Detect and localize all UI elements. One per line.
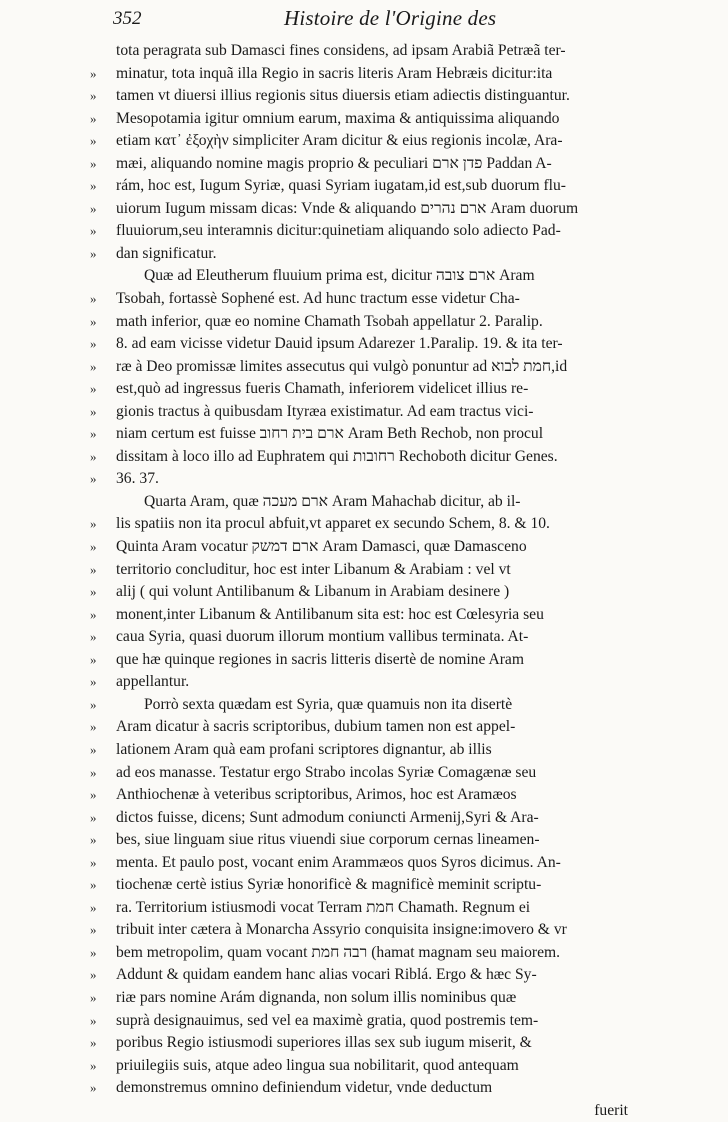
text-line bbox=[90, 626, 628, 649]
quotation-marker: » bbox=[90, 471, 97, 487]
quotation-marker: » bbox=[90, 358, 97, 374]
text-line bbox=[90, 220, 628, 243]
running-title: Histoire de l'Origine des bbox=[284, 6, 497, 30]
text-line bbox=[90, 919, 628, 942]
line-text: alij ( qui volunt Antilibanum & Libanum in Arabiam desinere ) bbox=[116, 583, 510, 601]
text-line bbox=[90, 671, 628, 694]
line-text: menta. Et paulo post, vocant enim Arammæos quos Syros dicimus. An- bbox=[116, 853, 561, 871]
quotation-marker: » bbox=[90, 944, 97, 960]
line-text: ræ à Deo promissæ limites assecutus qui vulgò ponuntur ad חמת לבוא,id bbox=[116, 357, 568, 375]
line-text: Mesopotamia igitur omnium earum, maxima & antiquissima aliquando bbox=[116, 109, 560, 127]
text-line bbox=[90, 513, 628, 536]
quotation-marker: » bbox=[90, 381, 97, 397]
text-line bbox=[90, 1055, 628, 1078]
quotation-marker: » bbox=[90, 989, 97, 1005]
quotation-marker: » bbox=[90, 291, 97, 307]
line-text: 36. 37. bbox=[116, 470, 159, 488]
line-text: Addunt & quidam eandem hanc alias vocari Riblá. Ergo & hæc Sy- bbox=[116, 966, 537, 984]
quotation-marker: » bbox=[90, 245, 97, 261]
quotation-marker: » bbox=[90, 336, 97, 352]
line-text: Quæ ad Eleutherum fluuium prima est, dicitur ארם צובה Aram bbox=[144, 267, 535, 285]
text-line bbox=[90, 265, 628, 288]
text-line bbox=[90, 243, 628, 266]
line-text: ra. Territorium istiusmodi vocat Terram חמת Chamath. Regnum ei bbox=[116, 898, 531, 916]
line-text: riæ pars nomine Arám dignanda, non solum illis nominibus quæ bbox=[116, 988, 517, 1006]
quotation-marker: » bbox=[90, 561, 97, 577]
text-line bbox=[90, 784, 628, 807]
quotation-marker: » bbox=[90, 674, 97, 690]
text-line bbox=[90, 874, 628, 897]
text-line bbox=[90, 762, 628, 785]
text-line bbox=[90, 401, 628, 424]
quotation-marker: » bbox=[90, 110, 97, 126]
quotation-marker: » bbox=[90, 606, 97, 622]
line-text: lis spatiis non ita procul abfuit,vt apparet ex secundo Schem, 8. & 10. bbox=[116, 515, 550, 533]
line-text: monent,inter Libanum & Antilibanum sita est: hoc est Cœlesyria seu bbox=[116, 605, 544, 623]
text-line bbox=[90, 333, 628, 356]
text-line bbox=[90, 852, 628, 875]
line-text: demonstremus omnino definiendum videtur, vnde deductum bbox=[116, 1079, 493, 1097]
quotation-marker: » bbox=[90, 313, 97, 329]
quotation-marker: » bbox=[90, 764, 97, 780]
text-line bbox=[90, 581, 628, 604]
quotation-marker: » bbox=[90, 1035, 97, 1051]
line-text: est,quò ad ingressus fueris Chamath, inferiorem videlicet illius re- bbox=[116, 380, 529, 398]
quotation-marker: » bbox=[90, 629, 97, 645]
text-line bbox=[90, 604, 628, 627]
text-line bbox=[90, 108, 628, 131]
line-text: dictos fuisse, dicens; Sunt admodum coniuncti Armenij,Syri & Ara- bbox=[116, 808, 539, 826]
line-text: poribus Regio istiusmodi superiores illas sex sub iugum miserit, & bbox=[116, 1034, 532, 1052]
line-text: etiam κατ᾽ ἐξοχὴν simpliciter Aram dicitur & eius regionis incolæ, Ara- bbox=[116, 132, 563, 150]
quotation-marker: » bbox=[90, 65, 97, 81]
line-text: rám, hoc est, Iugum Syriæ, quasi Syriam iugatam,id est,sub duorum flu- bbox=[116, 177, 566, 195]
quotation-marker: » bbox=[90, 516, 97, 532]
line-text: Tsobah, fortassè Sophené est. Ad hunc tractum esse videtur Cha- bbox=[116, 290, 520, 308]
text-line bbox=[90, 807, 628, 830]
line-text: minatur, tota inquã illa Regio in sacris literis Aram Hebræis dicitur:ita bbox=[116, 64, 553, 82]
line-text: 8. ad eam vicisse videtur Dauid ipsum Adarezer 1.Paralip. 19. & ita ter- bbox=[116, 335, 563, 353]
line-text: uiorum Iugum missam dicas: Vnde & aliquando ארם נהרים Aram duorum bbox=[116, 199, 579, 217]
text-line bbox=[90, 942, 628, 965]
text-line bbox=[90, 491, 628, 514]
text-line bbox=[90, 716, 628, 739]
quotation-marker: » bbox=[90, 854, 97, 870]
quotation-marker: » bbox=[90, 832, 97, 848]
quotation-marker: » bbox=[90, 200, 97, 216]
line-text: Porrò sexta quædam est Syria, quæ quamuis non ita disertè bbox=[144, 695, 513, 713]
line-text: dan significatur. bbox=[116, 244, 217, 262]
quotation-marker: » bbox=[90, 877, 97, 893]
text-line bbox=[90, 1077, 628, 1100]
text-line bbox=[90, 378, 628, 401]
text-line bbox=[90, 356, 628, 379]
line-text: Aram dicatur à sacris scriptoribus, dubium tamen non est appel- bbox=[116, 718, 516, 736]
line-text: Quarta Aram, quæ ארם מעכה Aram Mahachab dicitur, ab il- bbox=[144, 492, 521, 510]
text-line bbox=[90, 85, 628, 108]
quotation-marker: » bbox=[90, 539, 97, 555]
text-line bbox=[90, 130, 628, 153]
text-line bbox=[90, 987, 628, 1010]
line-text: Anthiochenæ à veteribus scriptoribus, Arimos, hoc est Aramæos bbox=[116, 786, 517, 804]
quotation-marker: » bbox=[90, 584, 97, 600]
text-line bbox=[90, 423, 628, 446]
line-text: gionis tractus à quibusdam Ityræa existimatur. Ad eam tractus vici- bbox=[116, 402, 534, 420]
text-line bbox=[90, 897, 628, 920]
body-text bbox=[90, 40, 628, 1122]
line-text: territorio concluditur, hoc est inter Libanum & Arabiam : vel vt bbox=[116, 560, 511, 578]
line-text: fluuiorum,seu interamnis dicitur:quinetiam aliquando solo adiecto Pad- bbox=[116, 222, 561, 240]
text-line bbox=[90, 559, 628, 582]
line-text: caua Syria, quasi duorum illorum montium vallibus terminata. At- bbox=[116, 628, 529, 646]
line-text: math inferior, quæ eo nomine Chamath Tsobah appellatur 2. Paralip. bbox=[116, 312, 543, 330]
text-line bbox=[90, 739, 628, 762]
text-line bbox=[90, 468, 628, 491]
quotation-marker: » bbox=[90, 88, 97, 104]
line-text: niam certum est fuisse ארם בית רחוב Aram Beth Rechob, non procul bbox=[116, 425, 544, 443]
text-line bbox=[90, 964, 628, 987]
quotation-marker: » bbox=[90, 787, 97, 803]
text-line bbox=[90, 1032, 628, 1055]
quotation-marker: » bbox=[90, 741, 97, 757]
text-line bbox=[90, 198, 628, 221]
text-line bbox=[90, 311, 628, 334]
quotation-marker: » bbox=[90, 719, 97, 735]
page-header bbox=[0, 6, 728, 34]
text-line bbox=[90, 175, 628, 198]
quotation-marker: » bbox=[90, 696, 97, 712]
text-line bbox=[90, 649, 628, 672]
text-line bbox=[90, 829, 628, 852]
quotation-marker: » bbox=[90, 1012, 97, 1028]
quotation-marker: » bbox=[90, 178, 97, 194]
quotation-marker: » bbox=[90, 922, 97, 938]
catchword-line bbox=[90, 1100, 628, 1122]
line-text: bem metropolim, quam vocant רבה חמת (hamat magnam seu maiorem. bbox=[116, 943, 561, 961]
text-line bbox=[90, 40, 628, 63]
quotation-marker: » bbox=[90, 223, 97, 239]
text-line bbox=[90, 63, 628, 86]
line-text: ad eos manasse. Testatur ergo Strabo incolas Syriæ Comagænæ seu bbox=[116, 763, 537, 781]
line-text: lationem Aram quà eam profani scriptores dignantur, ab illis bbox=[116, 740, 492, 758]
line-text: tota peragrata sub Damasci fines considens, ad ipsam Arabiã Petræã ter- bbox=[116, 42, 566, 59]
line-text: mæi, aliquando nomine magis proprio & peculiari פדן ארם Paddan A- bbox=[116, 154, 552, 172]
quotation-marker: » bbox=[90, 448, 97, 464]
quotation-marker: » bbox=[90, 1080, 97, 1096]
text-line bbox=[90, 288, 628, 311]
quotation-marker: » bbox=[90, 1057, 97, 1073]
text-line bbox=[90, 536, 628, 559]
quotation-marker: » bbox=[90, 133, 97, 149]
text-line bbox=[90, 446, 628, 469]
quotation-marker: » bbox=[90, 809, 97, 825]
text-line bbox=[90, 694, 628, 717]
line-text: que hæ quinque regiones in sacris litteris disertè de nomine Aram bbox=[116, 650, 524, 668]
quotation-marker: » bbox=[90, 651, 97, 667]
quotation-marker: » bbox=[90, 899, 97, 915]
line-text: suprà designauimus, sed vel ea maximè gratia, quod postremis tem- bbox=[116, 1011, 539, 1029]
page-number: 352 bbox=[113, 8, 142, 29]
quotation-marker: » bbox=[90, 426, 97, 442]
quotation-marker: » bbox=[90, 403, 97, 419]
line-text: Quinta Aram vocatur ארם דמשק Aram Damasci, quæ Damasceno bbox=[116, 538, 527, 556]
line-text: priuilegiis suis, atque adeo lingua sua nobilitarit, quod antequam bbox=[116, 1056, 519, 1074]
line-text: tribuit inter cætera à Monarcha Assyrio conquisita insigne:imovero & vr bbox=[116, 921, 567, 939]
line-text: dissitam à loco illo ad Euphratem qui רחובות Rechoboth dicitur Genes. bbox=[116, 447, 558, 465]
quotation-marker: » bbox=[90, 155, 97, 171]
text-line bbox=[90, 153, 628, 176]
catchword: fuerit bbox=[594, 1101, 628, 1119]
line-text: bes, siue linguam siue ritus viuendi siue corporum cernas lineamen- bbox=[116, 831, 540, 849]
quotation-marker: » bbox=[90, 967, 97, 983]
line-text: tiochenæ certè istius Syriæ honorificè & magnificè meminit scriptu- bbox=[116, 876, 542, 894]
line-text: appellantur. bbox=[116, 673, 190, 691]
line-text: tamen vt diuersi illius regionis situs diuersis etiam adiectis distinguantur. bbox=[116, 87, 570, 105]
